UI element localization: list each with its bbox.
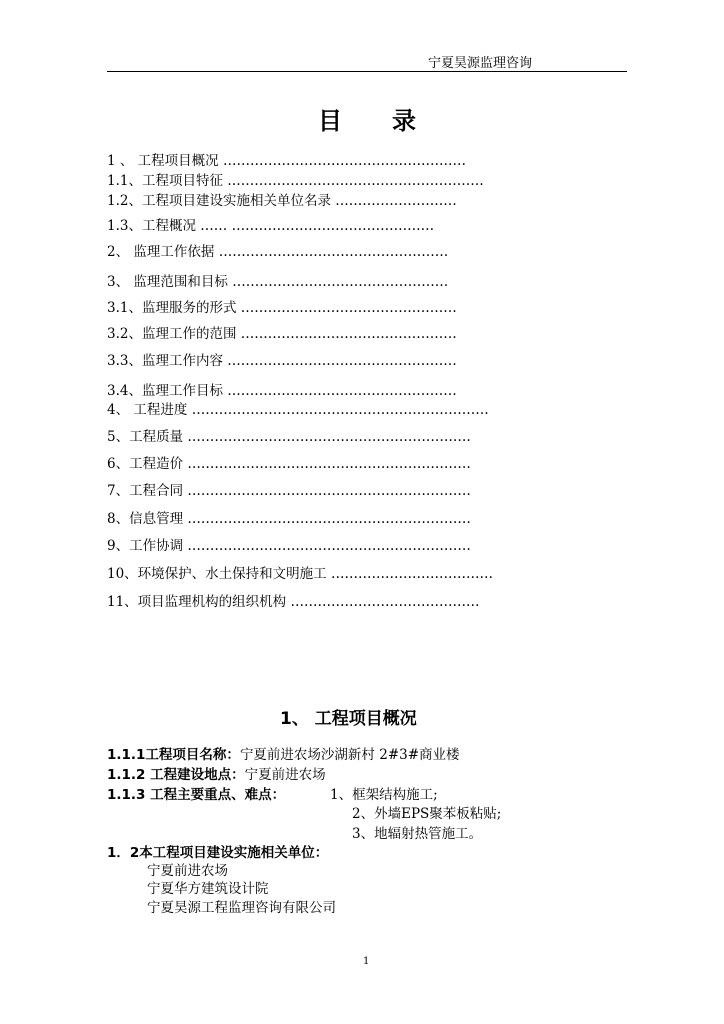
project-site-value: 宁夏前进农场 <box>244 767 326 783</box>
toc-entry-label: 1.2、工程项目建设实施相关单位名录 <box>107 193 331 209</box>
toc-entry-label: 3.4、监理工作目标 <box>107 383 223 399</box>
toc-entry-label: 9、工作协调 <box>107 538 184 554</box>
toc-title: 目录 <box>318 107 466 135</box>
key-points-label: 1.1.3 工程主要重点、难点： <box>107 787 286 803</box>
key-point-item: 2、外墙EPS聚苯板粘贴; <box>352 806 502 822</box>
toc-leader-dots: ……………………………………………………… <box>187 538 471 554</box>
toc-entry[interactable] <box>107 244 448 260</box>
unit-item: 宁夏华方建筑设计院 <box>147 881 269 897</box>
toc-leader-dots: ………………………………………………………… <box>191 402 489 418</box>
toc-entry[interactable] <box>107 429 471 445</box>
key-point-item: 3、地辐射热管施工。 <box>352 826 483 842</box>
unit-item: 宁夏昊源工程监理咨询有限公司 <box>147 900 336 916</box>
toc-leader-dots: ………………………………………… <box>232 274 449 290</box>
page-number: 1 <box>363 956 370 967</box>
toc-leader-dots: ……………………………… <box>330 566 493 582</box>
toc-entry-label: 3.3、监理工作内容 <box>107 353 223 369</box>
header-org-name: 宁夏昊源监理咨询 <box>428 56 533 71</box>
key-point-item: 1、框架结构施工; <box>330 787 438 803</box>
toc-entry-label: 11、项目监理机构的组织机构 <box>107 594 287 610</box>
toc-entry[interactable] <box>107 153 466 169</box>
toc-leader-dots: ……………………………………………………… <box>187 511 471 527</box>
toc-entry-label: 4、 工程进度 <box>107 402 188 418</box>
toc-entry[interactable] <box>107 193 457 209</box>
toc-leader-dots: …………………………………………… <box>227 353 457 369</box>
toc-entry[interactable] <box>107 594 479 610</box>
toc-leader-dots: ………………………………………… <box>240 326 457 342</box>
toc-entry[interactable] <box>107 300 457 316</box>
toc-entry-label: 3.2、监理工作的范围 <box>107 326 237 342</box>
toc-entry[interactable] <box>107 326 457 342</box>
toc-entry-label: 2、 监理工作依据 <box>107 244 215 260</box>
toc-leader-dots: ……………………………………………………… <box>187 429 471 445</box>
toc-leader-dots: …………………………………… <box>290 594 480 610</box>
toc-leader-dots: ………………………………………… <box>240 300 457 316</box>
toc-entry[interactable] <box>107 274 448 290</box>
toc-entry[interactable] <box>107 538 471 554</box>
toc-entry-label: 1 、 工程项目概况 <box>107 153 219 169</box>
toc-leader-dots: ……………………………………………………… <box>187 483 471 499</box>
toc-leader-dots: ……………………………………………… <box>222 153 466 169</box>
project-name-label: 1.1.1工程项目名称： <box>107 747 240 763</box>
toc-leader-dots: …………………………………………… <box>227 383 457 399</box>
header-divider <box>107 71 627 72</box>
project-site-label: 1.1.2 工程建设地点： <box>107 767 245 783</box>
toc-entry[interactable] <box>107 566 493 582</box>
toc-leader-dots: ……………………………………………………… <box>187 456 471 472</box>
project-site-row <box>107 767 326 783</box>
toc-entry-label: 5、工程质量 <box>107 429 184 445</box>
project-name-value: 宁夏前进农场沙湖新村 2#3#商业楼 <box>239 747 460 763</box>
toc-entry-label: 6、工程造价 <box>107 456 184 472</box>
toc-entry[interactable] <box>107 402 489 418</box>
unit-item: 宁夏前进农场 <box>147 863 228 879</box>
toc-entry[interactable] <box>107 483 471 499</box>
toc-entry-label: 3、 监理范围和目标 <box>107 274 228 290</box>
toc-entry[interactable] <box>107 511 471 527</box>
toc-leader-dots: ……………………… <box>335 193 457 209</box>
toc-entry[interactable] <box>107 456 471 472</box>
toc-leader-dots: …………………………………………… <box>218 244 449 260</box>
toc-entry-label: 10、环境保护、水土保持和文明施工 <box>107 566 327 582</box>
toc-entry-label: 7、工程合同 <box>107 483 184 499</box>
toc-entry[interactable] <box>107 173 484 189</box>
toc-entry-label: 1.3、工程概况 <box>107 218 196 234</box>
toc-entry-label: 3.1、监理服务的形式 <box>107 300 237 316</box>
toc-entry[interactable] <box>107 353 457 369</box>
toc-entry[interactable] <box>107 218 434 234</box>
toc-entry-label: 1.1、工程项目特征 <box>107 173 223 189</box>
project-name-row <box>107 747 460 763</box>
toc-leader-dots: ………………………………………………… <box>227 173 484 189</box>
units-label: 1．2本工程项目建设实施相关单位： <box>107 845 329 861</box>
toc-leader-dots: …… ……………………………………… <box>200 218 435 234</box>
section-heading: 1、 工程项目概况 <box>280 709 417 729</box>
toc-entry[interactable] <box>107 383 457 399</box>
toc-entry-label: 8、信息管理 <box>107 511 184 527</box>
